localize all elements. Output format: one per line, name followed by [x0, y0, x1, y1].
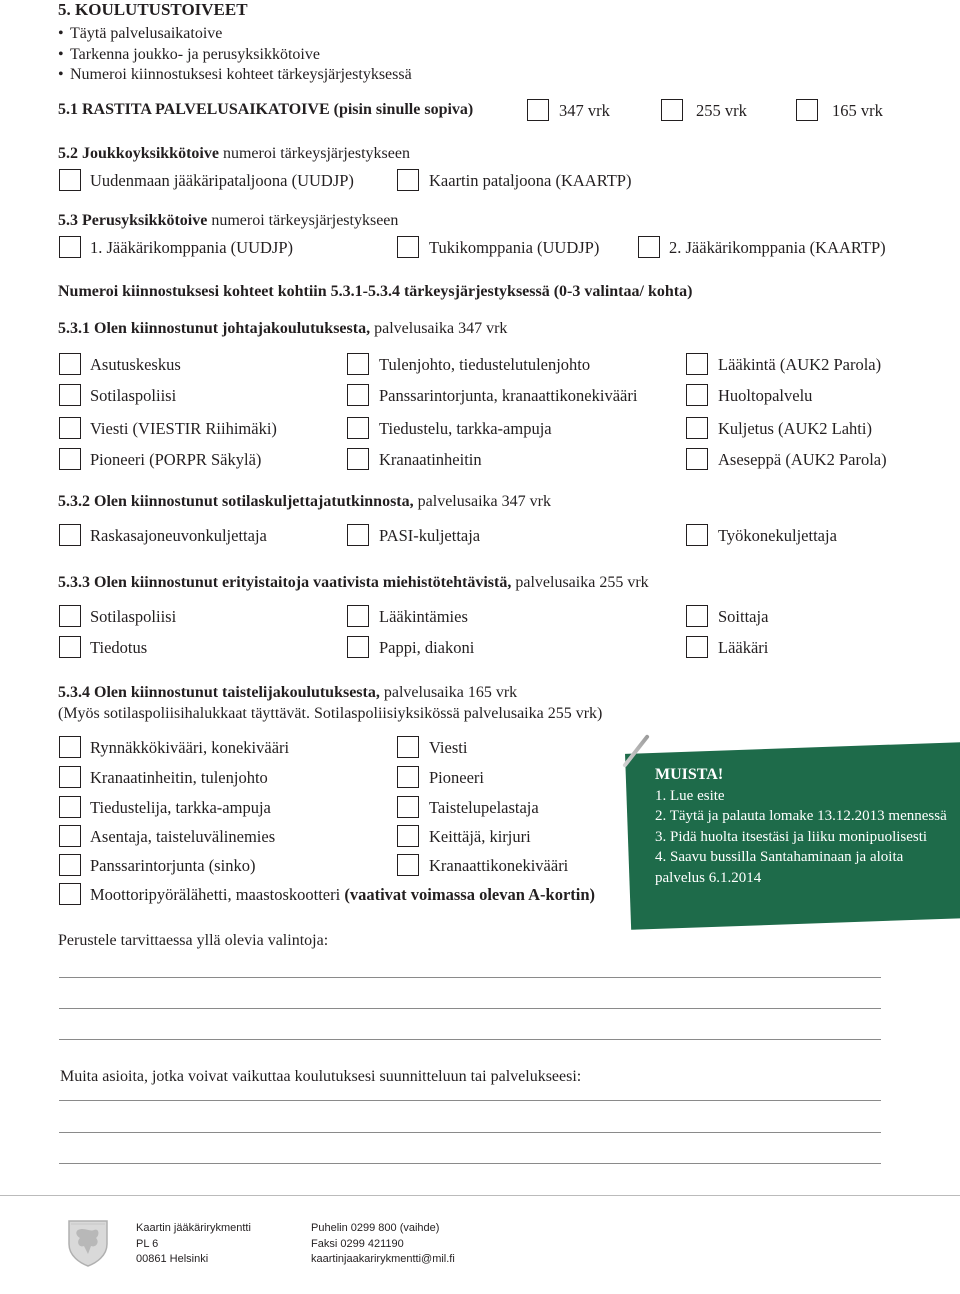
jk2-kaartp-checkbox[interactable]	[638, 236, 660, 258]
service-347-label: 347 vrk	[559, 101, 610, 120]
tukikomppania-label: Tukikomppania (UUDJP)	[429, 238, 600, 257]
other-line-3[interactable]	[59, 1163, 881, 1164]
footer-fax: Faksi 0299 421190	[311, 1237, 404, 1250]
jk1-uudjp-checkbox[interactable]	[59, 236, 81, 258]
jk2-kaartp-label: 2. Jääkärikomppania (KAARTP)	[669, 238, 886, 257]
option-checkbox[interactable]	[397, 796, 419, 818]
option-label: Kuljetus (AUK2 Lahti)	[718, 419, 872, 438]
s534-subline: (Myös sotilaspoliisihalukkaat täyttävät. Sotilaspoliisiyksikössä palvelusaika 255 vrk)	[58, 705, 603, 722]
option-label: Tiedotus	[90, 638, 148, 657]
option-label: Soittaja	[718, 607, 769, 626]
option-checkbox[interactable]	[397, 766, 419, 788]
justify-line-2[interactable]	[59, 1008, 881, 1009]
s533-heading-bold: 5.3.3 Olen kiinnostunut erityistaitoja vaativista miehistötehtävistä,	[58, 574, 512, 591]
option-checkbox[interactable]	[397, 854, 419, 876]
justify-label: Perustele tarvittaessa yllä olevia valintoja:	[58, 932, 329, 949]
footer-org-postal: 00861 Helsinki	[136, 1253, 209, 1265]
tukikomppania-checkbox[interactable]	[397, 236, 419, 258]
option-label: Aseseppä (AUK2 Parola)	[718, 450, 887, 469]
option-label: Asutuskeskus	[90, 355, 181, 374]
option-checkbox[interactable]	[59, 796, 81, 818]
jk1-uudjp-label: 1. Jääkärikomppania (UUDJP)	[90, 238, 293, 257]
option-checkbox[interactable]	[59, 766, 81, 788]
option-label: Kranaattikonekivääri	[429, 856, 569, 875]
service-165-checkbox[interactable]	[796, 99, 818, 121]
other-line-2[interactable]	[59, 1132, 881, 1133]
s52-heading-rest: numeroi tärkeysjärjestykseen	[218, 145, 410, 162]
footer-contact	[311, 1221, 455, 1268]
s534-heading-bold: 5.3.4 Olen kiinnostunut taistelijakoulutuksesta,	[58, 684, 380, 701]
option-label-note: (vaativat voimassa olevan A-kortin)	[344, 885, 596, 904]
option-label: Asentaja, taisteluvälinemies	[90, 827, 276, 846]
option-checkbox[interactable]	[686, 448, 708, 470]
instruction-item: • Täytä palvelusaikatoive	[58, 24, 412, 45]
option-checkbox[interactable]	[59, 353, 81, 375]
footer-org	[136, 1221, 251, 1268]
uudjp-checkbox[interactable]	[59, 169, 81, 191]
option-checkbox[interactable]	[397, 736, 419, 758]
footer-email[interactable]: kaartinjaakarirykmentti@mil.fi	[311, 1253, 455, 1265]
s533-heading-rest: palvelusaika 255 vrk	[511, 574, 649, 591]
option-checkbox[interactable]	[686, 417, 708, 439]
option-label: Lääkintämies	[379, 607, 468, 626]
option-checkbox[interactable]	[59, 883, 81, 905]
s532-heading-bold: 5.3.2 Olen kiinnostunut sotilaskuljettajatutkinnosta,	[58, 493, 414, 510]
option-label: Pappi, diakoni	[379, 638, 475, 657]
service-165-label: 165 vrk	[832, 101, 883, 120]
option-label: Kranaatinheitin	[379, 450, 482, 469]
option-label: Keittäjä, kirjuri	[429, 827, 531, 846]
option-checkbox[interactable]	[686, 384, 708, 406]
option-label: Tulenjohto, tiedustelutulenjohto	[379, 355, 591, 374]
justify-line-1[interactable]	[59, 977, 881, 978]
option-label: Lääkäri	[718, 638, 769, 657]
footer-phone: Puhelin 0299 800 (vaihde)	[311, 1222, 440, 1234]
s533-heading	[58, 574, 649, 592]
option-checkbox[interactable]	[347, 353, 369, 375]
footer-org-name: Kaartin jääkärirykmentti	[136, 1222, 251, 1234]
footer-org-pobox: PL 6	[136, 1237, 159, 1250]
uudjp-label: Uudenmaan jääkäripataljoona (UUDJP)	[90, 171, 354, 190]
instruction-item: • Tarkenna joukko- ja perusyksikkötoive	[58, 45, 412, 66]
s531-heading	[58, 320, 507, 338]
footer-divider	[0, 1195, 960, 1196]
s53-heading-bold: 5.3 Perusyksikkötoive	[58, 212, 208, 229]
instruction-item: • Numeroi kiinnostuksesi kohteet tärkeysjärjestyksessä	[58, 65, 412, 86]
s531-heading-rest: palvelusaika 347 vrk	[370, 320, 508, 337]
s532-heading	[58, 493, 551, 511]
option-label: Tiedustelija, tarkka-ampuja	[90, 798, 271, 817]
kaartp-checkbox[interactable]	[397, 169, 419, 191]
other-line-1[interactable]	[59, 1100, 881, 1101]
s52-heading	[58, 145, 410, 163]
service-255-label: 255 vrk	[696, 101, 747, 120]
option-label: Raskasajoneuvonkuljettaja	[90, 526, 267, 545]
option-label: Lääkintä (AUK2 Parola)	[718, 355, 882, 374]
option-label: Kranaatinheitin, tulenjohto	[90, 768, 268, 787]
numbering-instruction: Numeroi kiinnostuksesi kohteet kohtiin 5.3.1-5.3.4 tärkeysjärjestyksessä (0-3 valintaa/ kohta)	[58, 283, 693, 300]
justify-line-3[interactable]	[59, 1039, 881, 1040]
s534-heading	[58, 684, 517, 702]
instruction-list	[58, 24, 412, 86]
option-checkbox[interactable]	[686, 524, 708, 546]
option-label: Sotilaspoliisi	[90, 607, 177, 626]
option-label: Tiedustelu, tarkka-ampuja	[379, 419, 552, 438]
s534-heading-rest: palvelusaika 165 vrk	[379, 684, 518, 701]
option-checkbox[interactable]	[347, 384, 369, 406]
option-checkbox[interactable]	[347, 417, 369, 439]
option-checkbox[interactable]	[59, 384, 81, 406]
option-label: Sotilaspoliisi	[90, 386, 177, 405]
other-label: Muita asioita, jotka voivat vaikuttaa koulutuksesi suunnitteluun tai palvelukseesi:	[60, 1068, 582, 1085]
s531-heading-bold: 5.3.1 Olen kiinnostunut johtajakoulutuksesta,	[58, 320, 371, 337]
s51-heading: 5.1 RASTITA PALVELUSAIKATOIVE (pisin sinulle sopiva)	[58, 101, 474, 118]
service-255-checkbox[interactable]	[661, 99, 683, 121]
reminder-text	[655, 765, 955, 888]
option-label: Rynnäkkökivääri, konekivääri	[90, 738, 290, 757]
kaartp-label: Kaartin pataljoona (KAARTP)	[429, 171, 632, 190]
option-label: Pioneeri (PORPR Säkylä)	[90, 450, 262, 469]
s532-heading-rest: palvelusaika 347 vrk	[413, 493, 551, 510]
option-checkbox[interactable]	[59, 736, 81, 758]
option-checkbox[interactable]	[59, 524, 81, 546]
option-checkbox[interactable]	[59, 854, 81, 876]
reminder-item: 3. Pidä huolta itsestäsi ja liiku monipuolisesti	[655, 828, 928, 845]
option-checkbox[interactable]	[686, 636, 708, 658]
option-label: Panssarintorjunta (sinko)	[90, 856, 256, 875]
option-checkbox[interactable]	[347, 605, 369, 627]
option-label: Työkonekuljettaja	[718, 526, 837, 545]
reminder-title: MUISTA!	[655, 766, 724, 783]
option-label: Viesti	[429, 738, 468, 757]
option-checkbox[interactable]	[347, 524, 369, 546]
option-checkbox[interactable]	[59, 448, 81, 470]
option-checkbox[interactable]	[59, 825, 81, 847]
option-label: Pioneeri	[429, 768, 484, 787]
option-label	[90, 885, 595, 905]
option-label: Taistelupelastaja	[429, 798, 539, 817]
service-347-checkbox[interactable]	[527, 99, 549, 121]
option-checkbox[interactable]	[686, 353, 708, 375]
option-checkbox[interactable]	[397, 825, 419, 847]
option-checkbox[interactable]	[347, 636, 369, 658]
option-checkbox[interactable]	[59, 417, 81, 439]
option-label: Panssarintorjunta, kranaattikonekivääri	[379, 386, 638, 405]
option-label-text: Moottoripyörälähetti, maastoskootteri	[90, 885, 345, 904]
option-label: PASI-kuljettaja	[379, 526, 481, 545]
reminder-item: 4. Saavu bussilla Santahaminaan ja aloita palvelus 6.1.2014	[655, 849, 904, 886]
section-title: 5. KOULUTUSTOIVEET	[58, 0, 248, 19]
s53-heading	[58, 212, 398, 230]
option-checkbox[interactable]	[59, 636, 81, 658]
option-label: Viesti (VIESTIR Riihimäki)	[90, 419, 277, 438]
option-label: Huoltopalvelu	[718, 386, 813, 405]
reminder-item: 2. Täytä ja palauta lomake 13.12.2013 mennessä	[655, 808, 947, 824]
coat-of-arms-icon	[66, 1218, 110, 1268]
option-checkbox[interactable]	[686, 605, 708, 627]
option-checkbox[interactable]	[347, 448, 369, 470]
s52-heading-bold: 5.2 Joukkoyksikkötoive	[58, 145, 219, 162]
reminder-item: 1. Lue esite	[655, 787, 725, 804]
option-checkbox[interactable]	[59, 605, 81, 627]
s53-heading-rest: numeroi tärkeysjärjestykseen	[207, 212, 399, 229]
